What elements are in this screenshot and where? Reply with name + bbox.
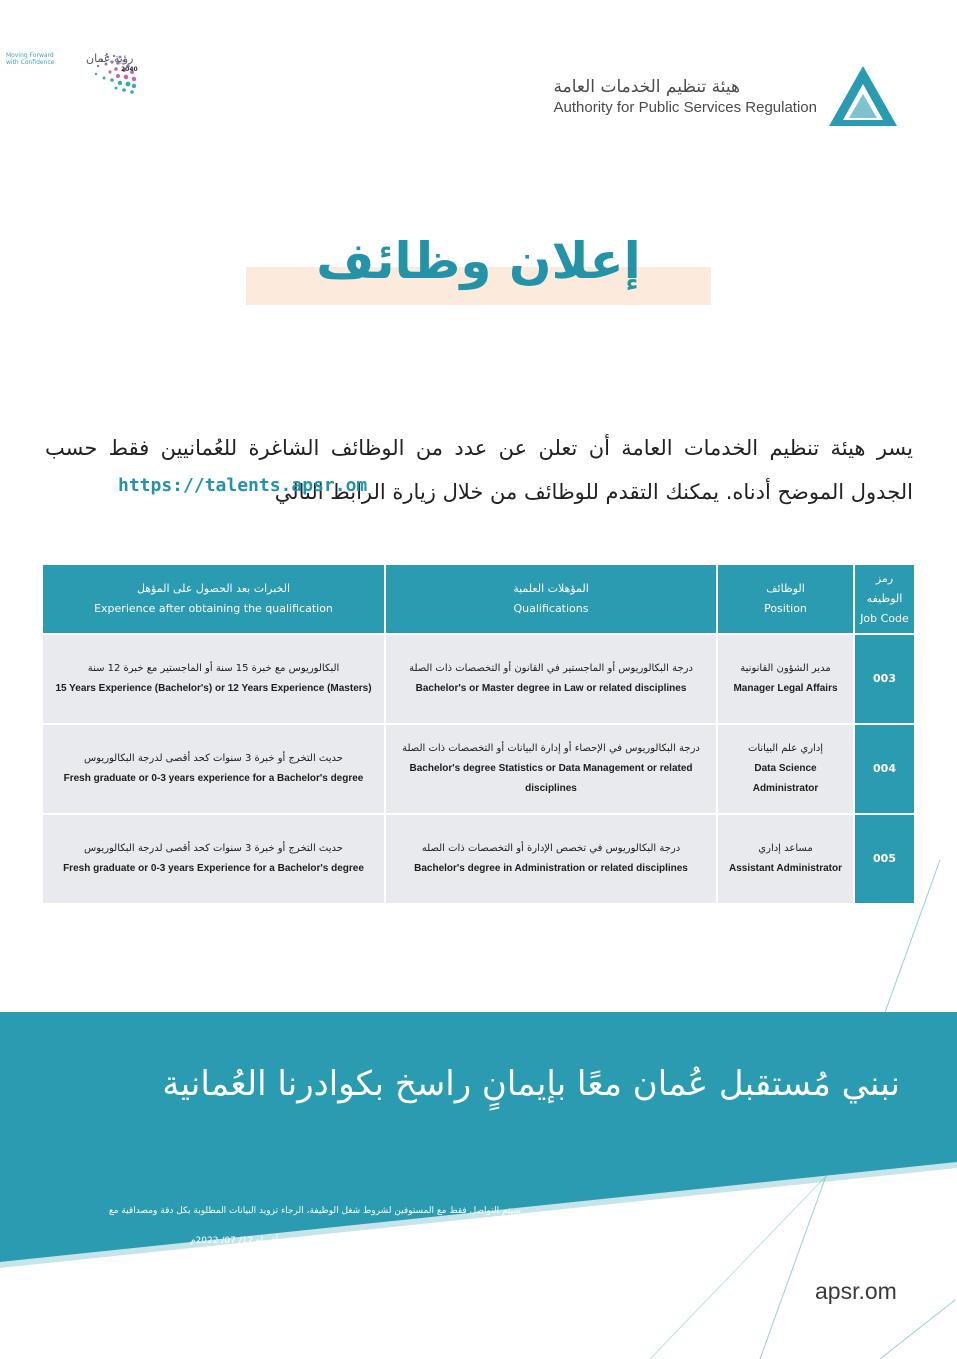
org-name-arabic: هيئة تنظيم الخدمات العامة (553, 76, 740, 97)
header-position (717, 565, 854, 634)
position-ar: إداري علم البيانات (747, 743, 824, 754)
intro-paragraph: يسر هيئة تنظيم الخدمات العامة أن تعلن عن عدد من الوظائف الشاغرة للعُمانيين فقط حسب الجدول الموضح أدناه. يمكنك التقدم للوظائف من خلال زيارة الرابط التالي (45, 436, 913, 504)
experience-en: Fresh graduate or 0-3 years Experience for a Bachelor's degree (63, 863, 364, 874)
experience-ar: حديث التخرج أو خبرة 3 سنوات كحد أقصى لدرجة البكالوريوس (84, 843, 343, 854)
position-en: Data Science Administrator (752, 763, 819, 794)
header-qualifications-ar: المؤهلات العلمية (513, 582, 589, 595)
job-code-cell: 003 (854, 634, 914, 724)
org-name-english: Authority for Public Services Regulation (553, 98, 817, 116)
experience-en: 15 Years Experience (Bachelor's) or 12 Years Experience (Masters) (55, 683, 372, 694)
qualifications-en: Bachelor's degree in Administration or related disciplines (414, 863, 688, 874)
position-en: Manager Legal Affairs (733, 683, 838, 694)
qualifications-ar: درجة البكالوريوس في تخصص الإدارة أو التخصصات ذات الصله (421, 843, 681, 854)
header-position-en: Position (764, 602, 807, 615)
header-code-ar: رمز الوظيفه (866, 572, 903, 605)
header-position-ar: الوظائف (766, 582, 805, 595)
footer-note-line2: التأكد من إرفاق السيرة الذاتية بصيغة ( Word أو PDF) في موعد أقصاه 12/ 07/ 2022م (189, 1236, 521, 1246)
experience-ar: البكالوريوس مع خبرة 15 سنة أو الماجستير مع خبرة 12 سنة (87, 663, 340, 674)
apsr-triangle-icon (827, 64, 899, 128)
vision-year: 2040 (121, 66, 138, 73)
position-ar: مدير الشؤون القانونية (740, 663, 831, 674)
job-code-cell: 005 (854, 814, 914, 903)
footer-slogan: نبني مُستقبل عُمان معًا بإيمانٍ راسخ بكوادرنا العُمانية (162, 1064, 900, 1104)
table-row (43, 634, 914, 724)
jobs-table (43, 565, 914, 903)
table-row (43, 724, 914, 814)
position-cell (717, 724, 854, 814)
qualifications-cell (385, 634, 717, 724)
header-qualifications (385, 565, 717, 634)
job-code-cell: 004 (854, 724, 914, 814)
qualifications-en: Bachelor's degree Statistics or Data Management or related disciplines (409, 763, 693, 794)
vision-dots-icon (62, 52, 212, 132)
footer-note-line1: سيتم التواصل فقط مع المستوفين لشروط شغل الوظيفة، الرجاء تزويد البيانات المطلوبة بكل دقة ومصداقية مع (108, 1206, 521, 1216)
experience-ar: حديث التخرج أو خبرة 3 سنوات كحد أقصى لدرجة البكالوريوس (84, 753, 343, 764)
position-en: Assistant Administrator (729, 863, 842, 874)
header-qualifications-en: Qualifications (513, 602, 589, 615)
website-link[interactable]: apsr.om (815, 1278, 897, 1304)
qualifications-cell (385, 814, 717, 903)
qualifications-cell (385, 724, 717, 814)
header-experience-ar: الخبرات بعد الحصول على المؤهل (136, 582, 291, 595)
vision-arabic: رؤية عُمان (86, 52, 134, 65)
experience-cell (43, 814, 385, 903)
table-row (43, 814, 914, 903)
position-ar: مساعد إداري (758, 843, 813, 854)
experience-en: Fresh graduate or 0-3 years experience for a Bachelor's degree (63, 773, 364, 784)
apsr-logo (554, 64, 899, 128)
talents-link[interactable]: https://talents.apsr.om (118, 475, 368, 496)
header-job-code (854, 565, 914, 634)
page-title: إعلان وظائف (316, 232, 641, 290)
header-experience-en: Experience after obtaining the qualification (94, 602, 333, 615)
footer-note (25, 1196, 521, 1256)
vision-tagline: Moving Forward with Confidence (6, 52, 55, 66)
experience-cell (43, 724, 385, 814)
table-header-row (43, 565, 914, 634)
qualifications-en: Bachelor's or Master degree in Law or related disciplines (415, 683, 687, 694)
experience-cell (43, 634, 385, 724)
position-cell (717, 814, 854, 903)
header-code-en: Job Code (860, 612, 909, 625)
qualifications-ar: درجة البكالوريوس في الإحصاء أو إدارة البيانات أو التخصصات ذات الصلة (402, 743, 700, 754)
position-cell (717, 634, 854, 724)
header-experience (43, 565, 385, 634)
qualifications-ar: درجة البكالوريوس أو الماجستير في القانون أو التخصصات ذات الصلة (409, 663, 693, 674)
